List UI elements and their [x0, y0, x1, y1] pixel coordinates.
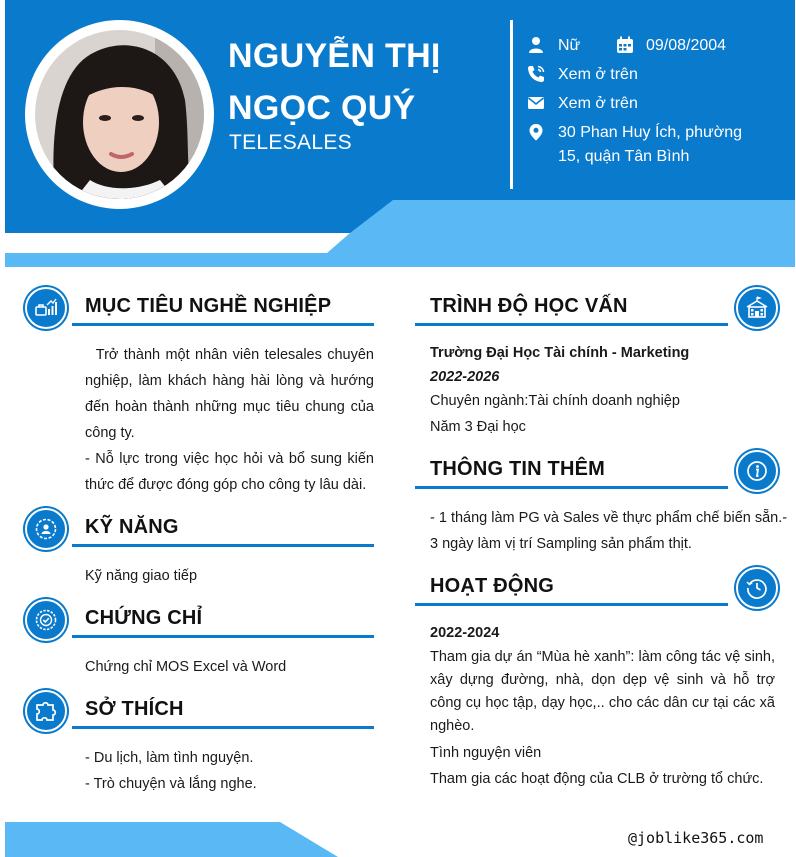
candidate-name [228, 30, 508, 134]
hobbies-text [85, 745, 257, 797]
puzzle-icon [34, 699, 58, 723]
skills-heading: KỸ NĂNG [85, 516, 179, 538]
education-badge [736, 287, 778, 329]
job-title: TELESALES [229, 131, 352, 154]
school-building-icon [745, 296, 769, 320]
activities-content [430, 620, 775, 792]
info-icon [745, 459, 769, 483]
activities-badge [736, 567, 778, 609]
activities-role: Tình nguyện viên [430, 745, 542, 761]
extra-info-text [430, 505, 788, 557]
name-line-1: NGUYỄN THỊ [228, 37, 441, 75]
hobbies-badge [25, 690, 67, 732]
certificates-text: Chứng chỉ MOS Excel và Word [85, 659, 287, 675]
footer-light-band [5, 822, 345, 857]
email-icon [527, 94, 545, 112]
header-light-band [5, 200, 795, 267]
phone-icon [527, 65, 545, 83]
education-years: 2022-2026 [430, 369, 500, 385]
objective-text [85, 342, 379, 498]
education-year-level: Năm 3 Đại học [430, 419, 526, 435]
objective-underline [72, 323, 374, 326]
education-major: Chuyên ngành:Tài chính doanh nghiệp [430, 393, 680, 409]
phone: Xem ở trên [558, 66, 638, 83]
extra-info-line-2: 3 ngày làm vị trí Sampling sản phẩm thịt. [430, 536, 692, 552]
objective-paragraph-1: Trở thành một nhân viên telesales chuyên nghiệp, làm khách hàng hài lòng và hướng đến hoàn thành những mục tiêu chung của công ty. [85, 347, 379, 441]
calendar-icon [616, 36, 634, 54]
certificate-check-icon [34, 608, 58, 632]
skills-gear-icon [34, 517, 58, 541]
gender: Nữ [558, 37, 581, 54]
hobby-1: - Du lịch, làm tình nguyện. [85, 750, 254, 766]
school-name: Trường Đại Học Tài chính - Marketing [430, 345, 690, 361]
person-icon [527, 36, 545, 54]
avatar [35, 30, 204, 199]
hobbies-underline [72, 726, 374, 729]
name-line-2: NGỌC QUÝ [228, 89, 416, 127]
certificates-underline [72, 635, 374, 638]
activities-years: 2022-2024 [430, 625, 500, 641]
hobby-2: - Trò chuyện và lắng nghe. [85, 776, 257, 792]
skills-badge [25, 508, 67, 550]
hobbies-heading: SỞ THÍCH [85, 698, 184, 720]
birthdate: 09/08/2004 [646, 37, 727, 54]
extra-info-line-1: - 1 tháng làm PG và Sales về thực phẩm chế biến sẵn.- [430, 510, 788, 526]
education-heading: TRÌNH ĐỘ HỌC VẤN [430, 295, 628, 317]
skills-underline [72, 544, 374, 547]
education-underline [415, 323, 728, 326]
address [558, 121, 742, 169]
activities-description: Tham gia dự án “Mùa hè xanh”: làm công tác vệ sinh, xây dựng đường, nhà, dọn dẹp vệ sinh và hỗ trợ công cụ học tập, dạy học,.. cho các dân cư tại các xã nghèo. [430, 649, 775, 734]
extra-info-underline [415, 486, 728, 489]
header-divider [510, 20, 513, 189]
activities-club: Tham gia các hoạt động của CLB ở trường tổ chức. [430, 771, 764, 787]
objective-badge [25, 287, 67, 329]
email: Xem ở trên [558, 95, 638, 112]
extra-info-heading: THÔNG TIN THÊM [430, 458, 606, 480]
certificates-heading: CHỨNG CHỈ [85, 607, 203, 629]
certificates-badge [25, 599, 67, 641]
footer-handle: @joblike365.com [628, 829, 764, 847]
skills-text: Kỹ năng giao tiếp [85, 568, 198, 584]
career-chart-icon [34, 296, 58, 320]
activities-heading: HOẠT ĐỘNG [430, 575, 555, 597]
address-line-2: 15, quận Tân Bình [558, 148, 690, 165]
location-icon [527, 123, 545, 141]
objective-paragraph-2: - Nỗ lực trong việc học hỏi và bổ sung kiến thức để được đóng góp cho công ty lâu dài. [85, 451, 374, 493]
address-line-1: 30 Phan Huy Ích, phường [558, 124, 742, 141]
extra-info-badge [736, 450, 778, 492]
history-clock-icon [745, 576, 769, 600]
education-content [430, 340, 775, 440]
activities-underline [415, 603, 728, 606]
objective-heading: MỤC TIÊU NGHỀ NGHIỆP [85, 295, 332, 317]
